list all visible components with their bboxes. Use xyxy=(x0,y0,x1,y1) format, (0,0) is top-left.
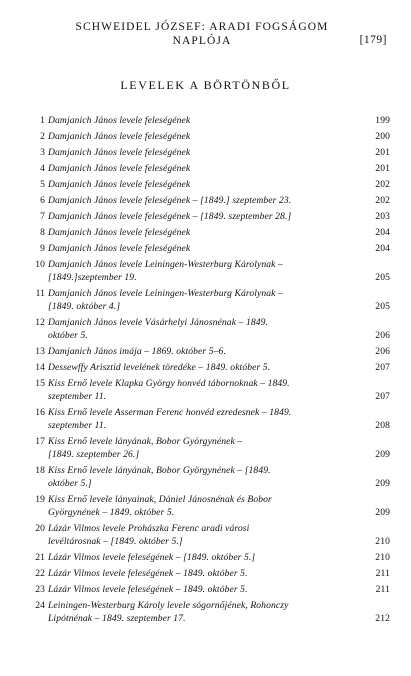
toc-entry xyxy=(0,345,411,358)
entry-number: 1 xyxy=(40,115,45,126)
entry-number: 6 xyxy=(40,195,45,206)
entry-number: 24 xyxy=(35,600,45,611)
entry-number: 20 xyxy=(35,523,45,534)
section-title: LEVELEK A BÖRTÖNBŐL xyxy=(120,78,291,92)
entry-title: Damjanich János levele feleségének – [1849. szeptember 28.] xyxy=(48,211,292,222)
entry-number: 9 xyxy=(40,243,45,254)
running-header xyxy=(52,20,352,48)
entry-page: 209 xyxy=(375,478,390,489)
toc-entry xyxy=(0,162,411,175)
entry-page: 207 xyxy=(375,391,390,402)
entry-title: Kiss Ernő levele lányainak, Dániel Jánosnénak és Bobor Györgynének – 1849. október 5. xyxy=(48,494,272,518)
toc-entry xyxy=(0,551,411,564)
entry-title: Kiss Ernő levele Klapka György honvéd tábornoknak – 1849. szeptember 11. xyxy=(48,378,290,402)
entry-title: Damjanich János levele Leiningen-Westerburg Károlynak – [1849. október 4.] xyxy=(48,288,283,312)
entry-title: Damjanich János levele Leiningen-Westerburg Károlynak – [1849.]szeptember 19. xyxy=(48,259,283,283)
entry-number: 5 xyxy=(40,179,45,190)
entry-number: 13 xyxy=(35,346,45,357)
toc-entry xyxy=(0,114,411,127)
toc-entry xyxy=(0,377,411,403)
entry-title: Dessewffy Arisztid levelének töredéke – 1849. október 5. xyxy=(48,362,271,373)
entry-page: 203 xyxy=(375,211,390,222)
entry-number: 11 xyxy=(35,288,45,299)
toc-entry xyxy=(0,316,411,342)
entry-title: Damjanich János levele feleségének xyxy=(48,147,191,158)
entry-page: 212 xyxy=(375,613,390,624)
entry-number: 22 xyxy=(35,568,45,579)
entry-page: 210 xyxy=(375,536,390,547)
toc-entry xyxy=(0,287,411,313)
entry-title: Damjanich János levele feleségének xyxy=(48,163,191,174)
entry-page: 205 xyxy=(375,301,390,312)
entry-page: 202 xyxy=(375,195,390,206)
entry-page: 202 xyxy=(375,179,390,190)
toc-entry xyxy=(0,361,411,374)
entry-page: 211 xyxy=(375,568,390,579)
entry-title: Kiss Ernő levele lányának, Bobor Györgynének – [1849. szeptember 26.] xyxy=(48,436,243,460)
entry-title: Lázár Vilmos levele Prohászka Ferenc aradi városi levéltárosnak – [1849. október 5.] xyxy=(48,523,250,547)
entry-page: 204 xyxy=(375,243,390,254)
entry-page: 210 xyxy=(375,552,390,563)
entry-title: Damjanich János imája – 1869. október 5–6. xyxy=(48,346,226,357)
toc-entry xyxy=(0,493,411,519)
toc-entry xyxy=(0,583,411,596)
entry-page: 206 xyxy=(375,330,390,341)
entry-number: 12 xyxy=(35,317,45,328)
entry-title: Kiss Ernő levele lányának, Bobor Györgynének – [1849. október 5.] xyxy=(48,465,271,489)
entry-page: 208 xyxy=(375,420,390,431)
entry-title: Damjanich János levele feleségének xyxy=(48,131,191,142)
entry-number: 18 xyxy=(35,465,45,476)
entry-page: 200 xyxy=(375,131,390,142)
entry-page: 209 xyxy=(375,507,390,518)
entry-title: Kiss Ernő levele Asserman Ferenc honvéd ezredesnek – 1849. szeptember 11. xyxy=(48,407,292,431)
toc-entry xyxy=(0,210,411,223)
toc-entry xyxy=(0,258,411,284)
entry-page: 206 xyxy=(375,346,390,357)
toc-entry xyxy=(0,130,411,143)
toc-entry xyxy=(0,522,411,548)
entry-title: Damjanich János levele feleségének xyxy=(48,179,191,190)
entry-number: 10 xyxy=(35,259,45,270)
entry-number: 8 xyxy=(40,227,45,238)
entry-title: Damjanich János levele feleségének – [1849.] szeptember 23. xyxy=(48,195,292,206)
entry-number: 3 xyxy=(40,147,45,158)
running-title-line-1: SCHWEIDEL JÓZSEF: ARADI FOGSÁGOM xyxy=(75,21,329,33)
toc-entry xyxy=(0,599,411,625)
entry-number: 21 xyxy=(35,552,45,563)
entry-title: Leiningen-Westerburg Károly levele sógornőjének, Rohonczy Lipótnénak – 1849. szeptember 17. xyxy=(48,600,289,624)
toc-entry xyxy=(0,226,411,239)
entry-title: Damjanich János levele feleségének xyxy=(48,227,191,238)
entry-page: 204 xyxy=(375,227,390,238)
entry-number: 17 xyxy=(35,436,45,447)
table-of-contents xyxy=(0,114,411,628)
toc-entry xyxy=(0,464,411,490)
toc-entry xyxy=(0,406,411,432)
toc-entry xyxy=(0,178,411,191)
entry-number: 16 xyxy=(35,407,45,418)
entry-page: 201 xyxy=(375,163,390,174)
entry-page: 205 xyxy=(375,272,390,283)
entry-title: Lázár Vilmos levele feleségének – 1849. október 5. xyxy=(48,584,248,595)
running-title-line-2: NAPLÓJA xyxy=(172,35,232,47)
toc-entry xyxy=(0,567,411,580)
entry-title: Lázár Vilmos levele feleségének – [1849. október 5.] xyxy=(48,552,256,563)
toc-entry xyxy=(0,242,411,255)
entry-title: Damjanich János levele feleségének xyxy=(48,243,191,254)
entry-title: Damjanich János levele Vásárhelyi Jánosnénak – 1849. október 5. xyxy=(48,317,269,341)
toc-entry xyxy=(0,194,411,207)
entry-number: 7 xyxy=(40,211,45,222)
entry-page: 199 xyxy=(375,115,390,126)
entry-page: 201 xyxy=(375,147,390,158)
page-number: [179] xyxy=(359,34,387,46)
entry-number: 4 xyxy=(40,163,45,174)
entry-title: Damjanich János levele feleségének xyxy=(48,115,191,126)
toc-entry xyxy=(0,435,411,461)
entry-number: 23 xyxy=(35,584,45,595)
entry-number: 15 xyxy=(35,378,45,389)
entry-page: 211 xyxy=(375,584,390,595)
toc-entry xyxy=(0,146,411,159)
entry-number: 14 xyxy=(35,362,45,373)
entry-page: 209 xyxy=(375,449,390,460)
entry-number: 2 xyxy=(40,131,45,142)
entry-number: 19 xyxy=(35,494,45,505)
entry-title: Lázár Vilmos levele feleségének – 1849. október 5. xyxy=(48,568,248,579)
entry-page: 207 xyxy=(375,362,390,373)
